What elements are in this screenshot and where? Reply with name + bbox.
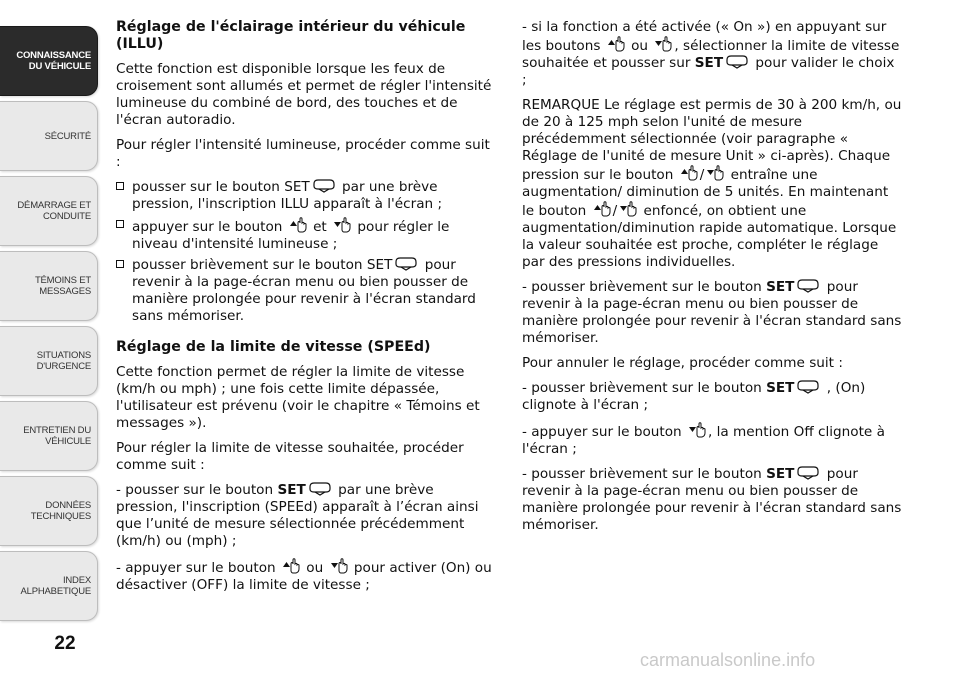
paragraph <box>522 422 902 458</box>
text: enfoncé, on obtient une augmentation/diminution rapide automatique. Lorsque la valeur souhaitée est proche, compléter le réglage par des pressions individuelles. <box>522 203 897 270</box>
hand-down-icon <box>706 165 724 181</box>
hand-down-icon <box>654 36 672 52</box>
paragraph <box>116 558 496 594</box>
text: pour revenir à la page-écran menu ou bien pousser de manière prolongée pour revenir à l'écran standard sans mémoriser. <box>132 257 476 324</box>
text: / <box>612 203 618 219</box>
text: / <box>699 167 705 183</box>
left-column <box>116 19 496 602</box>
section-heading-illu: Réglage de l'éclairage intérieur du véhicule (ILLU) <box>116 19 466 52</box>
set-button-icon <box>725 55 749 69</box>
set-button-icon <box>796 279 820 293</box>
chapter-sidebar <box>0 0 100 678</box>
set-label: SET <box>766 466 795 482</box>
text: REMARQUE Le réglage est permis de 30 à 200 km/h, ou de 20 à 125 mph selon l'unité de mesure précédemment sélectionnée (voir paragraphe « Réglage de l'unité de mesure Unit » ci-après). Chaque pression sur le bouton <box>522 97 902 183</box>
set-button-icon <box>308 482 332 496</box>
hand-down-icon <box>333 217 351 233</box>
hand-down-icon <box>330 558 348 574</box>
hand-down-icon <box>619 201 637 217</box>
list-item <box>116 179 496 213</box>
tab-connaissance-du-vehicule[interactable]: CONNAISSANCE DU VÉHICULE <box>0 26 98 96</box>
checkbox-bullet-icon <box>116 260 124 268</box>
text: ou <box>626 38 653 54</box>
hand-up-icon <box>289 217 307 233</box>
checkbox-bullet-icon <box>116 182 124 190</box>
set-label: SET <box>694 55 724 71</box>
paragraph <box>522 97 902 271</box>
right-column <box>522 19 902 542</box>
set-label: SET <box>277 482 306 498</box>
list-item <box>116 217 496 253</box>
hand-up-icon <box>607 36 625 52</box>
text: pour revenir à la page-écran menu ou bien pousser de manière prolongée pour revenir à l'écran standard sans mémoriser. <box>522 466 902 533</box>
set-label: SET <box>766 279 795 295</box>
text: par une brève pression, l'inscription (SPEEd) apparaît à l’écran ainsi que l’unité de mesure sélectionnée précédemment (km/h) ou (mph) ; <box>116 482 479 549</box>
step-list <box>116 179 496 325</box>
paragraph: Pour régler l'intensité lumineuse, procéder comme suit : <box>116 137 490 170</box>
watermark: carmanualsonline.info <box>640 650 816 670</box>
paragraph: Cette fonction permet de régler la limite de vitesse (km/h ou mph) ; une fois cette limite dépassée, l'utilisateur est prévenu (voir le chapitre « Témoins et messages »). <box>116 364 480 431</box>
text: pour activer (On) ou désactiver (OFF) la limite de vitesse ; <box>116 560 492 593</box>
text: pousser brièvement sur le bouton SET <box>132 257 393 273</box>
text: pour régler le niveau d'intensité lumineuse ; <box>132 219 450 252</box>
tab-donnees-techniques[interactable]: DONNÉES TECHNIQUES <box>0 476 98 546</box>
text: ou <box>301 560 328 576</box>
text: - si la fonction a été activée (« On ») en appuyant sur les boutons <box>522 19 887 54</box>
hand-up-icon <box>282 558 300 574</box>
text: , (On) clignote à l'écran ; <box>522 380 866 413</box>
tab-securite[interactable]: SÉCURITÉ <box>0 101 98 171</box>
set-button-icon <box>796 466 820 480</box>
paragraph: Cette fonction est disponible lorsque les feux de croisement sont allumés et permet de régler l'intensité lumineuse du combiné de bord, des touches et de l'écran autoradio. <box>116 61 492 128</box>
text: entraîne une augmentation/ diminution de 5 unités. En maintenant le bouton <box>522 167 889 219</box>
tab-index-alphabetique[interactable]: INDEX ALPHABETIQUE <box>0 551 98 621</box>
paragraph: Pour régler la limite de vitesse souhaitée, procéder comme suit : <box>116 440 464 473</box>
text: - pousser sur le bouton <box>116 482 278 498</box>
paragraph: Pour annuler le réglage, procéder comme suit : <box>522 355 843 371</box>
page-number: 22 <box>54 633 76 654</box>
text: pour valider le choix ; <box>522 55 895 88</box>
text: appuyer sur le bouton <box>132 219 287 235</box>
set-button-icon <box>796 380 820 394</box>
text: - pousser brièvement sur le bouton <box>522 380 767 396</box>
text: pousser sur le bouton SET <box>132 179 310 195</box>
hand-down-icon <box>688 422 706 438</box>
checkbox-bullet-icon <box>116 220 124 228</box>
set-button-icon <box>312 179 336 193</box>
paragraph <box>522 279 902 347</box>
text: , sélectionner la limite de vitesse souhaitée et pousser sur <box>522 38 900 71</box>
set-button-icon <box>394 257 418 271</box>
list-item <box>116 257 496 325</box>
paragraph <box>522 380 902 414</box>
text: - appuyer sur le bouton <box>116 560 280 576</box>
paragraph <box>522 19 902 89</box>
set-label: SET <box>766 380 795 396</box>
text: par une brève pression, l'inscription ILLU apparaît à l'écran ; <box>132 179 443 212</box>
tab-situations-d-urgence[interactable]: SITUATIONS D'URGENCE <box>0 326 98 396</box>
section-heading-speed: Réglage de la limite de vitesse (SPEEd) <box>116 339 431 355</box>
hand-up-icon <box>593 201 611 217</box>
text: - pousser brièvement sur le bouton <box>522 466 767 482</box>
text: - appuyer sur le bouton <box>522 424 686 440</box>
tab-entretien-du-vehicule[interactable]: ENTRETIEN DU VÉHICULE <box>0 401 98 471</box>
paragraph <box>116 482 496 550</box>
text: , la mention Off clignote à l'écran ; <box>522 424 885 457</box>
paragraph <box>522 466 902 534</box>
text: pour revenir à la page-écran menu ou bien pousser de manière prolongée pour revenir à l'écran standard sans mémoriser. <box>522 279 902 346</box>
hand-up-icon <box>680 165 698 181</box>
text: et <box>308 219 332 235</box>
tab-temoins-et-messages[interactable]: TÉMOINS ET MESSAGES <box>0 251 98 321</box>
tab-demarrage-et-conduite[interactable]: DÉMARRAGE ET CONDUITE <box>0 176 98 246</box>
text: - pousser brièvement sur le bouton <box>522 279 767 295</box>
